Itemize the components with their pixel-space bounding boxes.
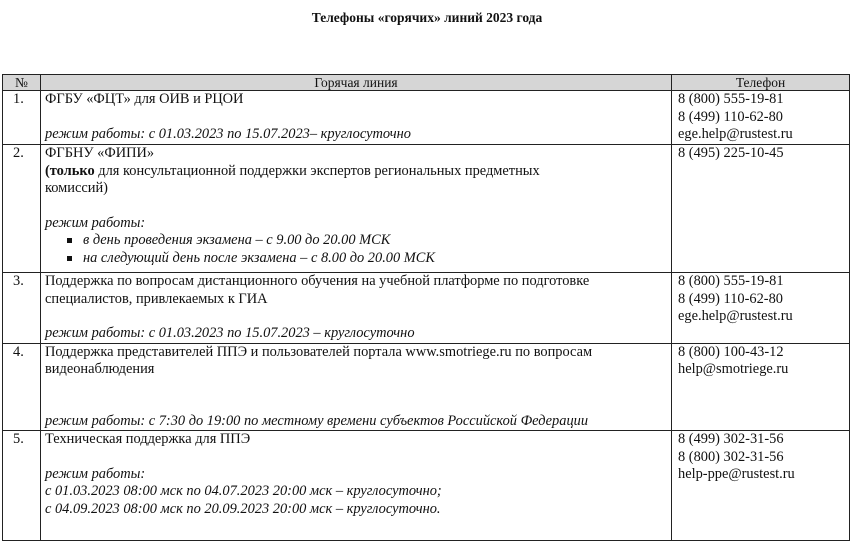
list-item: в день проведения экзамена – с 9.00 до 20.00 МСК bbox=[83, 232, 667, 250]
line-cell bbox=[41, 91, 672, 145]
note-bold: (только bbox=[45, 162, 95, 179]
email-link[interactable]: ege.help@rustest.ru bbox=[678, 308, 793, 324]
line-name: ФГБНУ «ФИПИ» bbox=[45, 145, 155, 161]
work-mode: режим работы: с 01.03.2023 по 15.07.2023– круглосуточно bbox=[45, 125, 411, 142]
line-cell bbox=[41, 343, 672, 431]
phone-cell bbox=[672, 145, 850, 273]
page-title: Телефоны «горячих» линий 2023 года bbox=[311, 10, 543, 25]
phone-number[interactable]: 8 (499) 302-31-56 bbox=[678, 431, 784, 447]
table-row bbox=[3, 145, 850, 273]
list-item: на следующий день после экзамена – с 8.00 до 20.00 МСК bbox=[83, 250, 667, 268]
line-cell bbox=[41, 431, 672, 541]
row-number: 2. bbox=[3, 145, 41, 273]
line-name: Поддержка по вопросам дистанционного обучения на учебной платформе по подготовке bbox=[45, 273, 590, 289]
table-header-row bbox=[3, 75, 850, 91]
work-mode: режим работы: с 01.03.2023 по 15.07.2023 – круглосуточно bbox=[45, 325, 415, 341]
email-link[interactable]: ege.help@rustest.ru bbox=[678, 126, 793, 142]
hotlines-table bbox=[2, 74, 850, 541]
phone-number[interactable]: 8 (499) 110-62-80 bbox=[678, 290, 783, 307]
work-mode: режим работы: bbox=[45, 465, 146, 482]
phone-cell bbox=[672, 431, 850, 541]
line-cell bbox=[41, 145, 672, 273]
line-name-cont: специалистов, привлекаемых к ГИА bbox=[45, 290, 268, 307]
email-link[interactable]: help-ppe@rustest.ru bbox=[678, 466, 795, 482]
phone-cell bbox=[672, 343, 850, 431]
work-period: с 04.09.2023 08:00 мск по 20.09.2023 20:00 мск – круглосуточно. bbox=[45, 500, 441, 517]
row-number: 5. bbox=[3, 431, 41, 541]
phone-number[interactable]: 8 (800) 302-31-56 bbox=[678, 448, 784, 465]
header-line: Горячая линия bbox=[41, 75, 672, 91]
line-name-cont: видеонаблюдения bbox=[45, 361, 155, 377]
table-row bbox=[3, 343, 850, 431]
row-number: 4. bbox=[3, 343, 41, 431]
table-row bbox=[3, 273, 850, 344]
work-period: с 01.03.2023 08:00 мск по 04.07.2023 20:00 мск – круглосуточно; bbox=[45, 483, 442, 499]
phone-number[interactable]: 8 (800) 555-19-81 bbox=[678, 91, 784, 107]
table-row bbox=[3, 431, 850, 541]
work-mode: режим работы: с 7:30 до 19:00 по местному времени субъектов Российской Федерации bbox=[45, 412, 589, 429]
line-note-cont: комиссий) bbox=[45, 180, 108, 196]
line-note bbox=[45, 163, 667, 181]
row-number: 3. bbox=[3, 273, 41, 344]
note-rest: для консультационной поддержки экспертов региональных предметных bbox=[94, 162, 540, 179]
phone-number[interactable]: 8 (800) 100-43-12 bbox=[678, 343, 784, 360]
line-cell bbox=[41, 273, 672, 344]
work-mode: режим работы: bbox=[45, 214, 146, 231]
phone-number[interactable]: 8 (499) 110-62-80 bbox=[678, 108, 783, 125]
header-num: № bbox=[3, 75, 41, 91]
phone-cell bbox=[672, 91, 850, 145]
header-phone: Телефон bbox=[672, 75, 850, 91]
email-link[interactable]: help@smotriege.ru bbox=[678, 361, 789, 377]
line-name: ФГБУ «ФЦТ» для ОИВ и РЦОИ bbox=[45, 91, 244, 107]
phone-number[interactable]: 8 (495) 225-10-45 bbox=[678, 145, 784, 161]
phone-cell bbox=[672, 273, 850, 344]
table-row bbox=[3, 91, 850, 145]
line-name: Техническая поддержка для ППЭ bbox=[45, 431, 251, 447]
phone-number[interactable]: 8 (800) 555-19-81 bbox=[678, 273, 784, 289]
schedule-list bbox=[45, 232, 667, 267]
line-name: Поддержка представителей ППЭ и пользователей портала www.smotriege.ru по вопросам bbox=[45, 343, 593, 360]
row-number: 1. bbox=[3, 91, 41, 145]
